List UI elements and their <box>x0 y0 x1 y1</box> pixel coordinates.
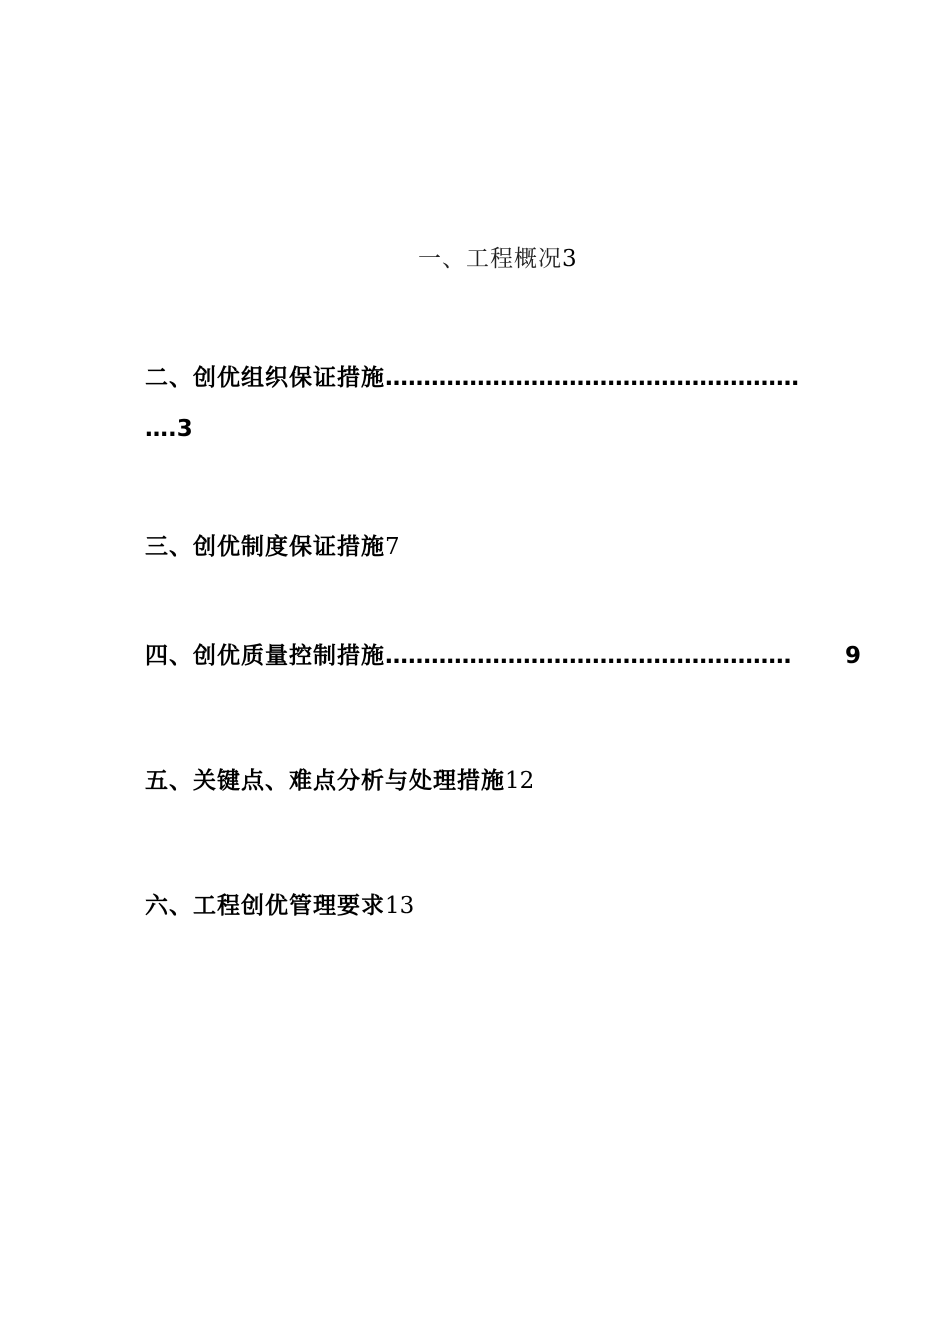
toc-entry-5[interactable] <box>145 770 534 793</box>
toc-entry-6[interactable] <box>145 895 414 918</box>
toc-entry-page: 7 <box>385 534 400 560</box>
toc-entry-page: 12 <box>505 768 535 794</box>
toc-entry-2-continuation[interactable] <box>145 418 193 441</box>
toc-entry-title: 三、创优制度保证措施 <box>145 534 385 560</box>
toc-entry-page: 3 <box>176 416 193 442</box>
toc-entry-2[interactable] <box>145 367 799 390</box>
toc-entry-title: 六、工程创优管理要求 <box>145 893 385 919</box>
toc-entry-title: 四、创优质量控制措施 <box>145 643 385 669</box>
toc-entry-title: 二、创优组织保证措施 <box>145 365 385 391</box>
toc-entry-3[interactable] <box>145 536 400 559</box>
toc-entry-page: 13 <box>385 893 415 919</box>
toc-entry-page: 3 <box>562 246 577 272</box>
toc-entry-4[interactable] <box>145 643 862 669</box>
toc-entry-1[interactable] <box>418 248 577 271</box>
toc-entry-leader: ……………………………………………… <box>385 365 799 391</box>
toc-entry-leader-continued: …. <box>145 416 177 442</box>
toc-entry-title: 五、关键点、难点分析与处理措施 <box>145 768 505 794</box>
toc-entry-leader: ……………………………………………‥ <box>385 643 792 669</box>
toc-entry-title: 一、工程概况 <box>418 246 562 272</box>
toc-entry-page: 9 <box>845 643 862 669</box>
